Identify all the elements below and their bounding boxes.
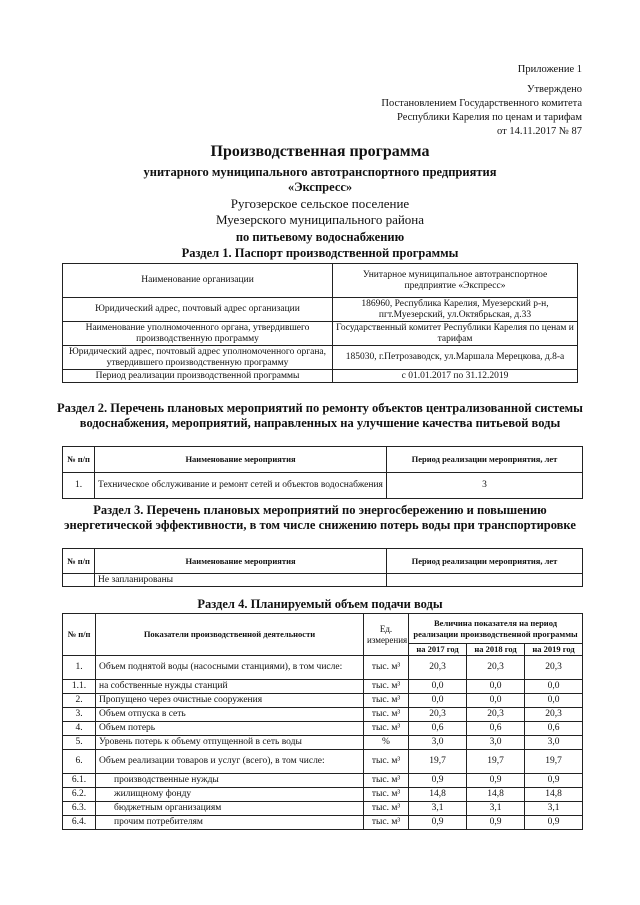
- table-row: [63, 774, 583, 788]
- header-period: Период реализации мероприятия, лет: [387, 447, 583, 473]
- row-value-2017: 0,9: [409, 816, 467, 830]
- row-value-2019: 19,7: [525, 750, 583, 774]
- row-value-2019: 20,3: [525, 656, 583, 680]
- table-row: [63, 736, 583, 750]
- approval-block: [381, 63, 582, 139]
- table-header-row: [63, 549, 583, 574]
- table-row: [63, 298, 578, 322]
- row-value-2018: 0,0: [467, 694, 525, 708]
- row-num: 5.: [63, 736, 96, 750]
- row-value-2019: 0,9: [525, 816, 583, 830]
- table-row: [63, 694, 583, 708]
- row-value-2018: 19,7: [467, 750, 525, 774]
- row-unit: тыс. м³: [364, 802, 409, 816]
- row-num: 6.1.: [63, 774, 96, 788]
- energy-measures-table: [62, 548, 583, 587]
- table-row: [63, 574, 583, 587]
- row-unit: %: [364, 736, 409, 750]
- header-num: № п/п: [63, 549, 95, 574]
- row-value: 186960, Республика Карелия, Муезерский р-н, пгт.Муезерский, ул.Октябрьская, д.33: [333, 298, 578, 322]
- table-row: [63, 680, 583, 694]
- header-indicator: Показатели производственной деятельности: [96, 614, 364, 656]
- approval-line: Постановлением Государственного комитета: [381, 98, 582, 109]
- header-name: Наименование мероприятия: [95, 447, 387, 473]
- row-value-2018: 0,0: [467, 680, 525, 694]
- row-label: Наименование уполномоченного органа, утвердившего производственную программу: [63, 322, 333, 346]
- table-row: [63, 264, 578, 298]
- row-unit: тыс. м³: [364, 788, 409, 802]
- row-unit: тыс. м³: [364, 750, 409, 774]
- row-value-2019: 3,0: [525, 736, 583, 750]
- header-year: на 2017 год: [409, 644, 467, 656]
- row-num: 6.4.: [63, 816, 96, 830]
- header-year: на 2018 год: [467, 644, 525, 656]
- row-value-2019: 0,6: [525, 722, 583, 736]
- header-year: на 2019 год: [525, 644, 583, 656]
- row-num: 2.: [63, 694, 96, 708]
- row-period: 3: [387, 473, 583, 499]
- table-row: [63, 322, 578, 346]
- table-row: [63, 708, 583, 722]
- row-unit: тыс. м³: [364, 722, 409, 736]
- row-num: 6.: [63, 750, 96, 774]
- row-value-2019: 0,9: [525, 774, 583, 788]
- table-header-row: [63, 614, 583, 644]
- row-unit: тыс. м³: [364, 708, 409, 722]
- water-supply-table: [62, 613, 583, 830]
- table-row: [63, 370, 578, 383]
- row-num: 4.: [63, 722, 96, 736]
- row-num: 6.2.: [63, 788, 96, 802]
- row-label: Юридический адрес, почтовый адрес уполномоченного органа, утвердившего производственную программу: [63, 346, 333, 370]
- header-period: Период реализации мероприятия, лет: [387, 549, 583, 574]
- row-value-2017: 0,9: [409, 774, 467, 788]
- row-value: Государственный комитет Республики Карелия по ценам и тарифам: [333, 322, 578, 346]
- row-value-2019: 0,0: [525, 694, 583, 708]
- row-unit: тыс. м³: [364, 656, 409, 680]
- row-indicator: бюджетным организациям: [96, 802, 364, 816]
- header-name: Наименование мероприятия: [95, 549, 387, 574]
- row-value-2018: 20,3: [467, 656, 525, 680]
- table-row: [63, 788, 583, 802]
- row-indicator: прочим потребителям: [96, 816, 364, 830]
- row-indicator: Объем отпуска в сеть: [96, 708, 364, 722]
- table-header-row: [63, 447, 583, 473]
- row-label: Период реализации производственной программы: [63, 370, 333, 383]
- row-unit: тыс. м³: [364, 774, 409, 788]
- row-num: 1.1.: [63, 680, 96, 694]
- approval-line: Республики Карелия по ценам и тарифам: [397, 112, 582, 123]
- row-value-2017: 0,6: [409, 722, 467, 736]
- enterprise-name: «Экспресс»: [287, 180, 353, 194]
- row-value-2017: 14,8: [409, 788, 467, 802]
- district: Муезерского муниципального района: [215, 212, 425, 227]
- repair-measures-table: [62, 446, 583, 499]
- row-value-2017: 0,0: [409, 680, 467, 694]
- section1-title: Раздел 1. Паспорт производственной программы: [181, 246, 459, 260]
- settlement: Ругозерское сельское поселение: [230, 196, 410, 211]
- row-indicator: Уровень потерь к объему отпущенной в сеть воды: [96, 736, 364, 750]
- row-name: Не запланированы: [95, 574, 387, 587]
- header-num: № п/п: [63, 447, 95, 473]
- section2-title: Раздел 2. Перечень плановых мероприятий по ремонту объектов централизованной системы водоснабжения, мероприятий, направленных на улучшение качества питьевой воды: [57, 401, 583, 430]
- row-value-2018: 0,6: [467, 722, 525, 736]
- row-value: Унитарное муниципальное автотранспортное предприятие «Экспресс»: [333, 264, 578, 298]
- enterprise-type: унитарного муниципального автотранспортного предприятия: [143, 165, 497, 179]
- row-value-2018: 3,0: [467, 736, 525, 750]
- row-value-2018: 14,8: [467, 788, 525, 802]
- row-unit: тыс. м³: [364, 694, 409, 708]
- table-row: [63, 656, 583, 680]
- approval-line: Утверждено: [527, 84, 582, 95]
- row-indicator: Объем реализации товаров и услуг (всего), в том числе:: [96, 750, 364, 774]
- passport-table: [62, 263, 578, 383]
- row-num: 3.: [63, 708, 96, 722]
- row-label: Наименование организации: [63, 264, 333, 298]
- row-value-2017: 19,7: [409, 750, 467, 774]
- row-value-2018: 0,9: [467, 774, 525, 788]
- appendix-label: Приложение 1: [517, 64, 582, 75]
- section3-title: Раздел 3. Перечень плановых мероприятий по энергосбережению и повышению энергетической эффективности, в том числе снижению потерь воды при транспортировке: [64, 503, 576, 532]
- row-indicator: жилищному фонду: [96, 788, 364, 802]
- header-unit: Ед. измерения: [364, 614, 409, 656]
- table-row: [63, 802, 583, 816]
- approval-line: от 14.11.2017 № 87: [497, 126, 582, 137]
- service-type: по питьевому водоснабжению: [235, 230, 405, 244]
- row-label: Юридический адрес, почтовый адрес организации: [63, 298, 333, 322]
- row-num: 1.: [63, 656, 96, 680]
- row-value-2019: 3,1: [525, 802, 583, 816]
- row-indicator: производственные нужды: [96, 774, 364, 788]
- row-value-2017: 20,3: [409, 708, 467, 722]
- table-row: [63, 722, 583, 736]
- row-value-2017: 20,3: [409, 656, 467, 680]
- document-title: Производственная программа: [210, 143, 430, 160]
- row-unit: тыс. м³: [364, 680, 409, 694]
- row-value-2018: 3,1: [467, 802, 525, 816]
- row-unit: тыс. м³: [364, 816, 409, 830]
- row-value: 185030, г.Петрозаводск, ул.Маршала Мерецкова, д.8-а: [333, 346, 578, 370]
- row-indicator: Объем поднятой воды (насосными станциями), в том числе:: [96, 656, 364, 680]
- row-value-2019: 14,8: [525, 788, 583, 802]
- header-value: Величина показателя на период реализации производственной программы: [409, 614, 583, 644]
- row-indicator: Объем потерь: [96, 722, 364, 736]
- row-value-2018: 20,3: [467, 708, 525, 722]
- row-indicator: на собственные нужды станций: [96, 680, 364, 694]
- row-value-2018: 0,9: [467, 816, 525, 830]
- row-value-2017: 3,1: [409, 802, 467, 816]
- row-value: с 01.01.2017 по 31.12.2019: [333, 370, 578, 383]
- header-num: № п/п: [63, 614, 96, 656]
- row-name: Техническое обслуживание и ремонт сетей и объектов водоснабжения: [95, 473, 387, 499]
- table-row: [63, 346, 578, 370]
- row-indicator: Пропущено через очистные сооружения: [96, 694, 364, 708]
- row-value-2019: 0,0: [525, 680, 583, 694]
- row-value-2017: 0,0: [409, 694, 467, 708]
- row-value-2019: 20,3: [525, 708, 583, 722]
- section4-title: Раздел 4. Планируемый объем подачи воды: [197, 597, 443, 611]
- table-row: [63, 750, 583, 774]
- table-row: [63, 816, 583, 830]
- row-value-2017: 3,0: [409, 736, 467, 750]
- row-num: 1.: [63, 473, 95, 499]
- row-num: 6.3.: [63, 802, 96, 816]
- table-row: [63, 473, 583, 499]
